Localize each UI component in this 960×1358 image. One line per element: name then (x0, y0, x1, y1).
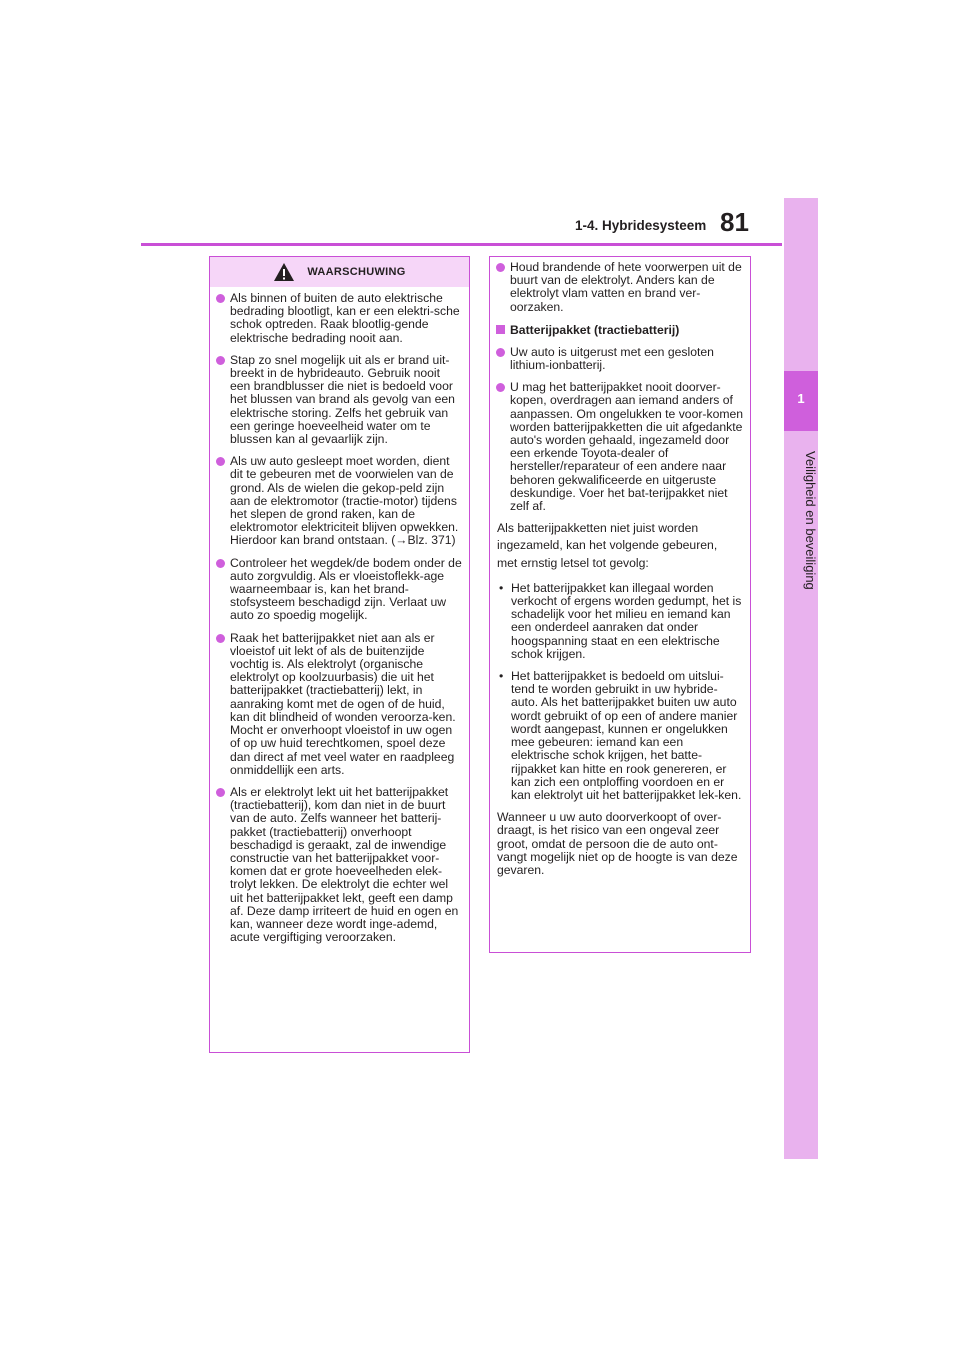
warning-item-text: U mag het batterijpakket nooit doorver-kopen, overdragen aan iemand anders of aanpassen. Om ongelukken te voor-komen worden batterijpakketten die uit afgedankte auto's worden gehaald, ingezameld door een erkende Toyota-dealer of hersteller/reparateur of een andere naar behoren gekwalificeerde en uitgeruste deskundige. Voer het bat-terijpakket niet zelf af. (510, 380, 744, 514)
warning-item (496, 381, 744, 513)
bullet-icon (216, 788, 225, 797)
warning-item-text: Houd brandende of hete voorwerpen uit de buurt van de elektrolyt. Anders kan de elektrolyt vlam vatten en brand ver-oorzaken. (510, 260, 742, 314)
warning-content (210, 287, 469, 944)
warning-item-text: Raak het batterijpakket niet aan als er vloeistof uit lekt of als de buitenzijde vochtig is. Als elektrolyt (organische elektrolyt op koolzuurbasis) die uit het batterijpakket (tractiebatterij) lekt, in aanraking komt met de ogen of de huid, kan dit blindheid of wonden veroorza-ken. Mocht er onverhoopt vloeistof in uw ogen of op uw huid terechtkomen, spoel deze dan direct af met veel water en raadpleeg onmiddellijk een arts. (230, 630, 456, 777)
paragraph-line: ingezameld, kan het volgende gebeuren, (497, 538, 718, 553)
bullet-icon (216, 559, 225, 568)
page-number: 81 (720, 207, 749, 237)
bullet-icon (216, 634, 225, 643)
warning-item-text: Controleer het wegdek/de bodem onder de auto zorgvuldig. Als er vloeistoflekk-age waarneembaar is, kan het brand-stofsysteem beschadigd zijn. Verlaat uw auto zo spoedig mogelijk. (230, 555, 462, 623)
chapter-number: 1 (797, 391, 805, 406)
warning-content-continued (490, 257, 750, 877)
dash-list-item (496, 670, 744, 802)
warning-item (216, 557, 463, 623)
bullet-icon (496, 263, 505, 272)
dash-list-item (496, 582, 744, 661)
warning-item (216, 354, 463, 446)
bullet-icon (216, 356, 225, 365)
warning-title: WAARSCHUWING (307, 266, 406, 278)
subheading (496, 323, 744, 337)
warning-item-text: Als er elektrolyt lekt uit het batterijpakket (tractiebatterij), kom dan niet in de buurt van de auto. Zelfs wanneer het batterij-pakket (tractiebatterij) onverhoopt beschadigd is geraakt, zal de inwendige constructie van het batterijpakket voor-komen dat er grote hoeveelheden elek-trolyt lekken. De elektrolyt die echter wel uit het batterijpakket lekt, geeft een damp af. Deze damp irriteert de huid en ogen en kan, wanneer deze wordt inge-ademd, acute vergiftiging veroorzaken. (230, 784, 459, 945)
bullet-icon (496, 348, 505, 357)
dash-item-text: Het batterijpakket is bedoeld om uitslui-tend te worden gebruikt in uw hybride-auto. Als het batterijpakket buiten uw auto wordt gebruikt of op een of andere manier wordt aangepast, kunnen er ongelukken mee gebeuren: iemand kan een elektrische schok krijgen, het batte-rijpakket kan hitte en rook genereren, er kan zich een ontploffing voordoen en er kan elektrolyt uit het batterijpakket lek-ken. (511, 669, 742, 802)
bullet-icon (216, 457, 225, 466)
warning-triangle-icon (273, 262, 295, 282)
section-title: 1-4. Hybridesysteem (575, 218, 707, 233)
paragraph-line: Als batterijpakketten niet juist worden (497, 521, 699, 536)
warning-box (209, 256, 470, 1053)
closing-paragraph: Wanneer u uw auto doorverkoopt of over-draagt, is het risico van een ongeval zeer groot, omdat de persoon die de auto ont-vangt mogelijk niet op de hoogte is van deze gevaren. (497, 810, 738, 877)
warning-item (216, 455, 463, 547)
header-divider (141, 243, 782, 246)
square-bullet-icon (496, 325, 505, 334)
warning-item (216, 292, 463, 345)
warning-item (496, 261, 744, 314)
bullet-icon (496, 383, 505, 392)
warning-item-text: Uw auto is uitgerust met een gesloten lithium-ionbatterij. (510, 344, 714, 373)
subheading-text: Batterijpakket (tractiebatterij) (510, 322, 680, 337)
warning-item-text: Als uw auto gesleept moet worden, dient dit te gebeuren met de voorwielen van de grond. Als de wielen die gekop-peld zijn aan de elektromotor (tractie-motor) tijdens het slepen de grond raken, kan de elektromotor elektriciteit blijven opwekken. Hierdoor kan brand ontstaan. (→Blz. 371) (230, 454, 459, 548)
warning-item-text: Stap zo snel mogelijk uit als er brand uit-breekt in de hybrideauto. Gebruik nooit een brandblusser die niet is bedoeld voor het blussen van brand als gevolg van een elektrische storing. Zelfs het gebruik van een geringe hoeveelheid water om te blussen kan al gevaarlijk zijn. (230, 352, 455, 447)
warning-item (496, 346, 744, 372)
dash-item-text: Het batterijpakket kan illegaal worden verkocht of ergens worden gedumpt, het is schadelijk voor het milieu en iemand kan een onderdeel aanraken dat onder hoogspanning staat en een elektrische schok krijgen. (511, 580, 742, 661)
warning-header (210, 257, 469, 287)
paragraph-line: met ernstig letsel tot gevolg: (497, 555, 649, 570)
warning-item-text: Als binnen of buiten de auto elektrische bedrading blootligt, kan er een elektri-sche schok optreden. Raak blootlig-gende elektrische bedrading nooit aan. (230, 291, 460, 345)
dash-bullet-icon: • (499, 580, 504, 595)
warning-item (216, 786, 463, 944)
dash-bullet-icon: • (499, 669, 504, 684)
warning-item (216, 632, 463, 777)
chapter-side-tab (784, 198, 818, 1159)
bullet-icon (216, 294, 225, 303)
warning-box-continued (489, 256, 751, 953)
chapter-label: Veiligheid en beveiliging (803, 450, 818, 590)
